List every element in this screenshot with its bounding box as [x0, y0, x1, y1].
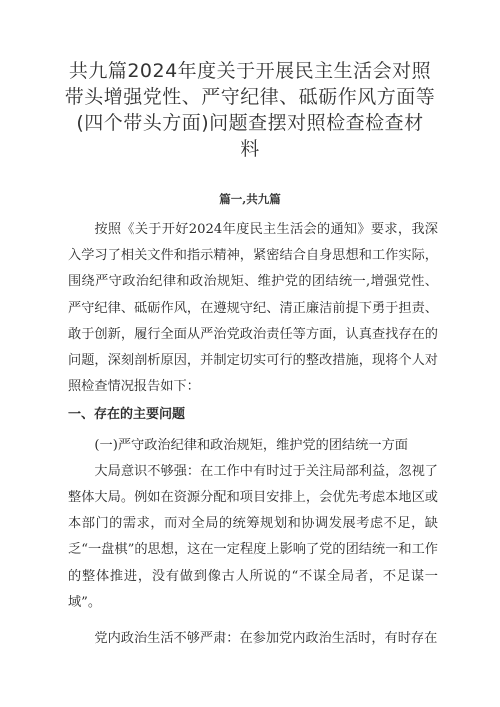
document-body [68, 217, 438, 652]
body-paragraph: 大局意识不够强：在工作中有时过于关注局部利益，忽视了整体大局。例如在资源分配和项目安排上，会优先考虑本地区或本部门的需求，而对全局的统筹规划和协调发展考虑不足，缺乏“一盘棋”的思想，这在一定程度上影响了党的团结统一和工作的整体推进，没有做到像古人所说的“不谋全局者，不足谋一域”。 [68, 463, 438, 610]
document-title [60, 58, 440, 162]
section-heading: 一、存在的主要问题 [68, 407, 186, 423]
title-line: 共九篇2024年度关于开展民主生活会对照 [68, 60, 432, 82]
subsection-heading: (一)严守政治纪律和政治规矩，维护党的团结统一方面 [94, 437, 408, 453]
section-subtitle: 篇一,共九篇 [219, 192, 281, 206]
title-line: 带头增强党性、严守纪律、砥砺作风方面等 [64, 86, 436, 108]
title-line: 料 [240, 138, 260, 160]
body-paragraph: 党内政治生活不够严肃：在参加党内政治生活时，有时存在 [94, 631, 438, 647]
intro-paragraph: 按照《关于开好2024年度民主生活会的通知》要求，我深入学习了相关文件和指示精神，紧密结合自身思想和工作实际，围绕严守政治纪律和政治规矩、维护党的团结统一,增强党性、严守纪律、砥砺作风，在遵规守纪、清正廉洁前提下勇于担责、敢于创新，履行全面从严治党政治责任等方面，认真查找存在的问题，深刻剖析原因，并制定切实可行的整改措施，现将个人对照检查情况报告如下： [68, 222, 438, 395]
title-line: (四个带头方面)问题查摆对照检查检查材 [76, 112, 424, 134]
